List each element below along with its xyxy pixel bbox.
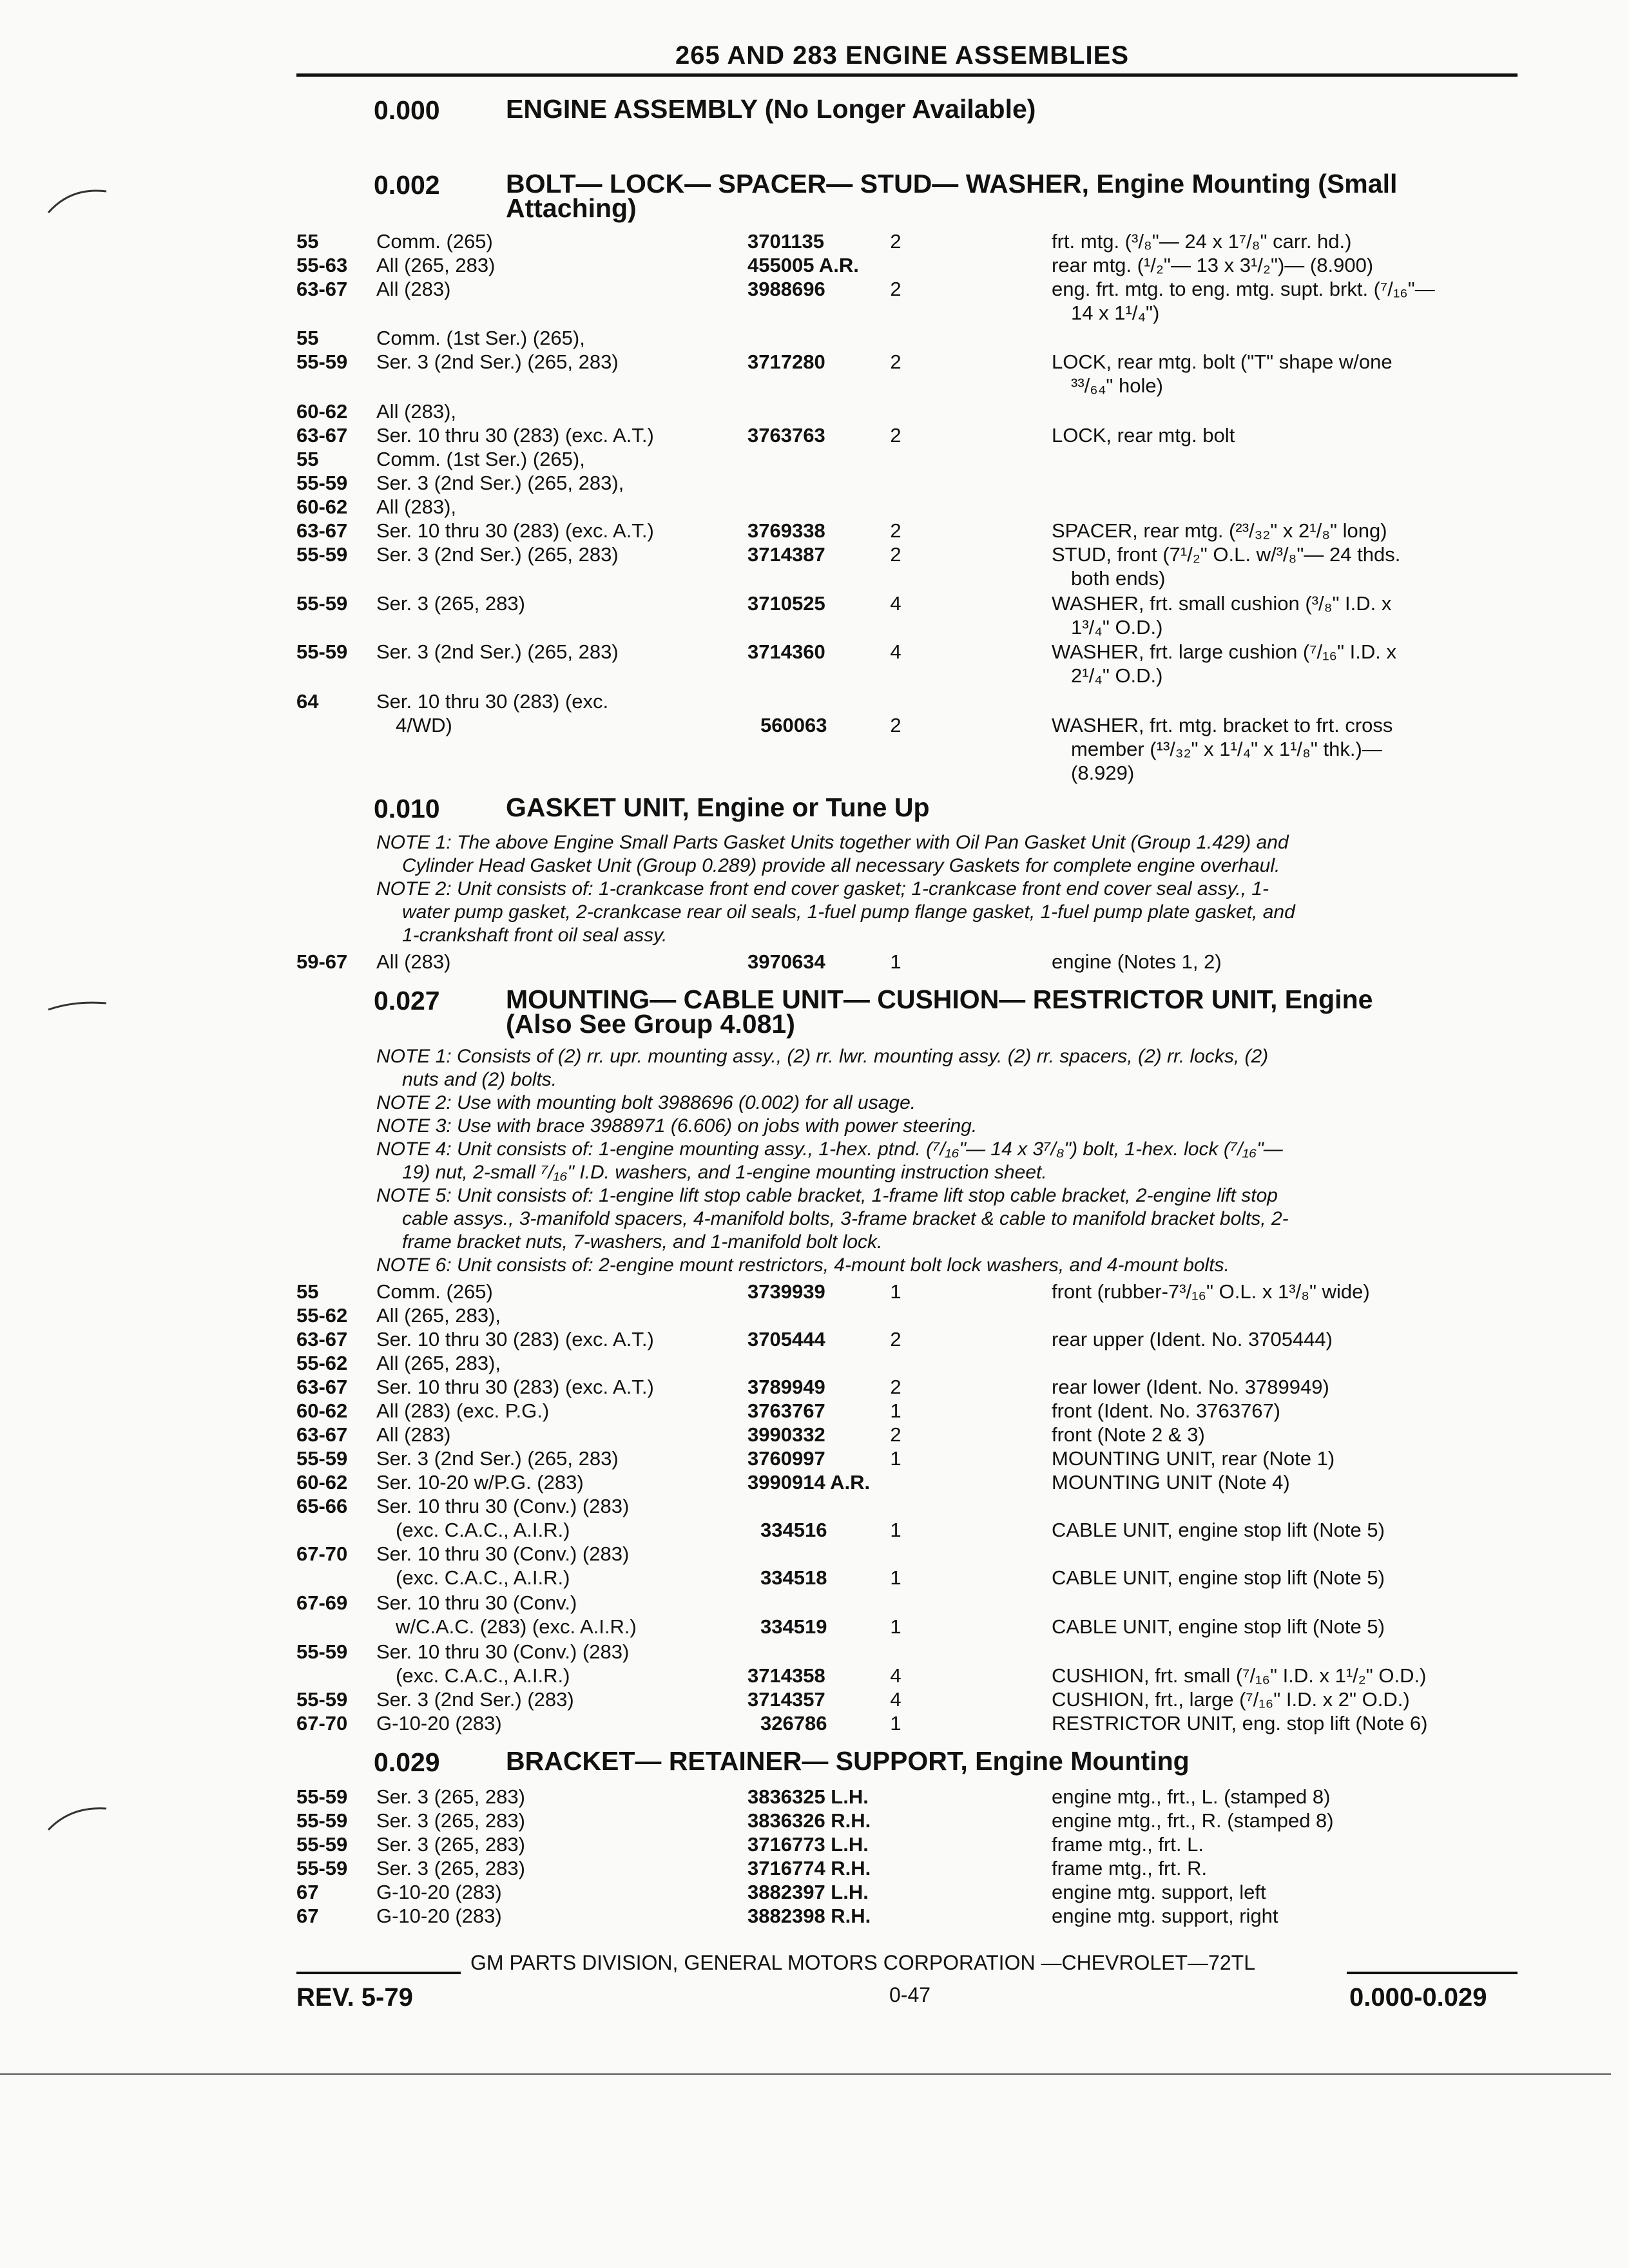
row-years: 55-59 xyxy=(296,1640,348,1663)
row-quantity: 4 xyxy=(890,592,901,615)
row-years: 60-62 xyxy=(296,495,348,518)
row-description: front (Note 2 & 3) xyxy=(1052,1423,1205,1446)
note-line: nuts and (2) bolts. xyxy=(402,1069,557,1090)
row-years: 67 xyxy=(296,1905,319,1927)
row-application: Ser. 10 thru 30 (283) (exc. A.T.) xyxy=(376,1328,654,1350)
row-application: Comm. (265) xyxy=(376,1280,493,1303)
row-part-number: 3836325 L.H. xyxy=(747,1785,869,1808)
row-description: CABLE UNIT, engine stop lift (Note 5) xyxy=(1052,1519,1385,1541)
footer-range: 0.000-0.029 xyxy=(1349,1983,1487,2012)
row-application: All (283) xyxy=(376,1423,451,1446)
note-line: NOTE 2: Use with mounting bolt 3988696 (0.002) for all usage. xyxy=(376,1092,916,1113)
section-title-line: (Also See Group 4.081) xyxy=(506,1009,795,1039)
note-line: NOTE 1: The above Engine Small Parts Gasket Units together with Oil Pan Gasket Unit (Group 1.429) and xyxy=(376,832,1289,853)
row-application: Ser. 3 (2nd Ser.) (265, 283) xyxy=(376,543,619,566)
row-part-number: 3717280 xyxy=(747,351,825,373)
row-application: Ser. 10 thru 30 (Conv.) (283) xyxy=(376,1640,630,1663)
row-years: 55-59 xyxy=(296,543,348,566)
row-quantity: 2 xyxy=(890,543,901,566)
row-part-number: 326786 xyxy=(760,1712,827,1735)
row-application: Ser. 10 thru 30 (Conv.) xyxy=(376,1591,577,1614)
note-line: cable assys., 3-manifold spacers, 4-manifold bolts, 3-frame bracket & cable to manifold bracket bolts, 2- xyxy=(402,1208,1289,1229)
row-application: Ser. 10 thru 30 (283) (exc. A.T.) xyxy=(376,424,654,447)
note-line: NOTE 4: Unit consists of: 1-engine mounting assy., 1-hex. ptnd. (⁷/₁₆"— 14 x 3⁷/₈") bolt, 1-hex. lock (⁷/₁₆"— xyxy=(376,1139,1283,1160)
row-quantity: 2 xyxy=(890,230,901,253)
row-years: 55-59 xyxy=(296,640,348,663)
row-application: All (265, 283) xyxy=(376,254,496,276)
row-years: 55-59 xyxy=(296,1833,348,1856)
row-description: rear upper (Ident. No. 3705444) xyxy=(1052,1328,1333,1350)
row-description-cont: ³³/₆₄" hole) xyxy=(1071,374,1163,397)
row-quantity: 2 xyxy=(890,424,901,447)
row-application: Ser. 10-20 w/P.G. (283) xyxy=(376,1471,584,1494)
row-years: 55-59 xyxy=(296,472,348,494)
row-quantity: 1 xyxy=(890,1399,901,1422)
section-title: GASKET UNIT, Engine or Tune Up xyxy=(506,793,930,822)
row-application: Comm. (1st Ser.) (265), xyxy=(376,327,585,349)
row-description: MOUNTING UNIT, rear (Note 1) xyxy=(1052,1447,1335,1470)
row-part-number: 3714360 xyxy=(747,640,825,663)
row-part-number: 334516 xyxy=(760,1519,827,1541)
note-line: NOTE 5: Unit consists of: 1-engine lift stop cable bracket, 1-frame lift stop cable bracket, 2-engine lift stop xyxy=(376,1185,1278,1206)
row-years: 63-67 xyxy=(296,424,348,447)
row-application: All (265, 283), xyxy=(376,1352,501,1374)
row-description: MOUNTING UNIT (Note 4) xyxy=(1052,1471,1290,1494)
row-quantity: 2 xyxy=(890,519,901,542)
row-description-cont: 1³/₄" O.D.) xyxy=(1071,616,1163,639)
row-description-cont: member (¹³/₃₂" x 1¹/₄" x 1¹/₈" thk.)— xyxy=(1071,738,1382,760)
row-description: rear lower (Ident. No. 3789949) xyxy=(1052,1376,1329,1398)
header-rule xyxy=(296,73,1518,77)
row-quantity: 2 xyxy=(890,714,901,736)
row-part-number: 3836326 R.H. xyxy=(747,1809,871,1832)
row-years: 63-67 xyxy=(296,1376,348,1398)
row-application: All (283), xyxy=(376,495,457,518)
row-years: 65-66 xyxy=(296,1495,348,1517)
note-line: Cylinder Head Gasket Unit (Group 0.289) provide all necessary Gaskets for complete engine overhaul. xyxy=(402,855,1280,876)
row-application-cont: w/C.A.C. (283) (exc. A.I.R.) xyxy=(396,1615,637,1638)
row-description: WASHER, frt. mtg. bracket to frt. cross xyxy=(1052,714,1393,736)
row-application: Ser. 10 thru 30 (283) (exc. A.T.) xyxy=(376,1376,654,1398)
row-years: 55-62 xyxy=(296,1304,348,1327)
row-part-number: 3988696 xyxy=(747,278,825,300)
note-line: frame bracket nuts, 7-washers, and 1-manifold bolt lock. xyxy=(402,1231,883,1253)
note-line: NOTE 1: Consists of (2) rr. upr. mounting assy., (2) rr. lwr. mounting assy. (2) rr. spacers, (2) rr. locks, (2) xyxy=(376,1046,1269,1067)
row-part-number: 3769338 xyxy=(747,519,825,542)
row-years: 67-70 xyxy=(296,1542,348,1565)
row-part-number: 3714357 xyxy=(747,1688,825,1711)
row-quantity: 1 xyxy=(890,1447,901,1470)
row-application: Ser. 3 (265, 283) xyxy=(376,1857,525,1879)
note-line: water pump gasket, 2-crankcase rear oil seals, 1-fuel pump flange gasket, 1-fuel pump plate gasket, and xyxy=(402,901,1295,923)
row-description-cont: 14 x 1¹/₄") xyxy=(1071,302,1160,324)
row-years: 55-59 xyxy=(296,592,348,615)
row-years: 63-67 xyxy=(296,278,348,300)
row-part-number: 3739939 xyxy=(747,1280,825,1303)
row-part-number: 3710525 xyxy=(747,592,825,615)
row-application: Ser. 3 (265, 283) xyxy=(376,592,525,615)
row-application: Ser. 3 (265, 283) xyxy=(376,1785,525,1808)
row-years: 55-63 xyxy=(296,254,348,276)
section-number: 0.029 xyxy=(374,1747,440,1777)
row-application: Ser. 3 (2nd Ser.) (283) xyxy=(376,1688,574,1711)
row-application: All (283) (exc. P.G.) xyxy=(376,1399,550,1422)
row-application: Comm. (265) xyxy=(376,230,493,253)
note-line: NOTE 6: Unit consists of: 2-engine mount restrictors, 4-mount bolt lock washers, and 4-mount bolts. xyxy=(376,1254,1229,1276)
row-description: SPACER, rear mtg. (²³/₃₂" x 2¹/₈" long) xyxy=(1052,519,1387,542)
row-quantity: 4 xyxy=(890,640,901,663)
footer-division: GM PARTS DIVISION, GENERAL MOTORS CORPORATION —CHEVROLET—72TL xyxy=(470,1951,1255,1974)
row-application-cont: (exc. C.A.C., A.I.R.) xyxy=(396,1664,570,1687)
row-description: rear mtg. (¹/₂"— 13 x 3¹/₂")— (8.900) xyxy=(1052,254,1374,276)
section-title: ENGINE ASSEMBLY (No Longer Available) xyxy=(506,94,1036,124)
row-application: Ser. 10 thru 30 (283) (exc. xyxy=(376,690,609,713)
row-years: 55-59 xyxy=(296,1809,348,1832)
row-application-cont: (exc. C.A.C., A.I.R.) xyxy=(396,1566,570,1589)
row-application: Comm. (1st Ser.) (265), xyxy=(376,448,585,470)
row-years: 55 xyxy=(296,327,319,349)
row-part-number: 3714358 xyxy=(747,1664,825,1687)
row-part-number: 3970634 xyxy=(747,950,825,973)
row-description: front (rubber-7³/₁₆" O.L. x 1³/₈" wide) xyxy=(1052,1280,1370,1303)
row-quantity: 1 xyxy=(890,1519,901,1541)
row-years: 60-62 xyxy=(296,400,348,423)
row-quantity: 1 xyxy=(890,1615,901,1638)
row-part-number: 3705444 xyxy=(747,1328,825,1350)
row-part-number: 3763763 xyxy=(747,424,825,447)
row-part-number: 3760997 xyxy=(747,1447,825,1470)
row-years: 55-59 xyxy=(296,1688,348,1711)
row-years: 55-62 xyxy=(296,1352,348,1374)
row-years: 67-69 xyxy=(296,1591,348,1614)
row-quantity: 1 xyxy=(890,1280,901,1303)
row-description: eng. frt. mtg. to eng. mtg. supt. brkt. (⁷/₁₆"— xyxy=(1052,278,1435,300)
row-part-number: 3716773 L.H. xyxy=(747,1833,869,1856)
row-years: 63-67 xyxy=(296,1328,348,1350)
row-quantity: 4 xyxy=(890,1664,901,1687)
row-application: Ser. 3 (2nd Ser.) (265, 283) xyxy=(376,1447,619,1470)
row-application: Ser. 3 (265, 283) xyxy=(376,1833,525,1856)
row-application: G-10-20 (283) xyxy=(376,1905,502,1927)
row-description: STUD, front (7¹/₂" O.L. w/³/₈"— 24 thds. xyxy=(1052,543,1401,566)
row-years: 55 xyxy=(296,1280,319,1303)
row-description: LOCK, rear mtg. bolt xyxy=(1052,424,1235,447)
section-title xyxy=(506,169,1398,223)
row-description: frt. mtg. (³/₈"— 24 x 1⁷/₈" carr. hd.) xyxy=(1052,230,1352,253)
section-number: 0.010 xyxy=(374,794,440,823)
note-line: NOTE 3: Use with brace 3988971 (6.606) on jobs with power steering. xyxy=(376,1115,978,1137)
row-quantity: 2 xyxy=(890,1423,901,1446)
row-quantity: 2 xyxy=(890,278,901,300)
row-description: engine (Notes 1, 2) xyxy=(1052,950,1222,973)
row-years: 64 xyxy=(296,690,319,713)
row-description: engine mtg., frt., L. (stamped 8) xyxy=(1052,1785,1331,1808)
row-application: Ser. 10 thru 30 (Conv.) (283) xyxy=(376,1542,630,1565)
row-part-number: 560063 xyxy=(760,714,827,736)
row-application: G-10-20 (283) xyxy=(376,1881,502,1903)
binder-mark xyxy=(45,184,110,216)
row-years: 55-59 xyxy=(296,1857,348,1879)
row-years: 63-67 xyxy=(296,519,348,542)
row-description: CUSHION, frt. small (⁷/₁₆" I.D. x 1¹/₂" O.D.) xyxy=(1052,1664,1427,1687)
row-quantity: 2 xyxy=(890,1328,901,1350)
row-years: 59-67 xyxy=(296,950,348,973)
row-years: 55-59 xyxy=(296,1447,348,1470)
row-description-cont: both ends) xyxy=(1071,567,1166,590)
footer-rule-left xyxy=(296,1972,461,1974)
row-application: Ser. 3 (2nd Ser.) (265, 283) xyxy=(376,640,619,663)
row-application: Ser. 10 thru 30 (Conv.) (283) xyxy=(376,1495,630,1517)
row-description: CABLE UNIT, engine stop lift (Note 5) xyxy=(1052,1615,1385,1638)
row-part-number: 3714387 xyxy=(747,543,825,566)
row-years: 67-70 xyxy=(296,1712,348,1735)
row-part-number: 334519 xyxy=(760,1615,827,1638)
row-application: G-10-20 (283) xyxy=(376,1712,502,1735)
row-part-number: 455005 A.R. xyxy=(747,254,859,276)
row-years: 60-62 xyxy=(296,1471,348,1494)
row-part-number: 3882397 L.H. xyxy=(747,1881,869,1903)
row-description: WASHER, frt. large cushion (⁷/₁₆" I.D. x xyxy=(1052,640,1396,663)
section-number: 0.000 xyxy=(374,95,440,125)
row-quantity: 2 xyxy=(890,1376,901,1398)
row-description: RESTRICTOR UNIT, eng. stop lift (Note 6) xyxy=(1052,1712,1428,1735)
row-part-number: 3990332 xyxy=(747,1423,825,1446)
row-years: 55-59 xyxy=(296,1785,348,1808)
note-line: 1-crankshaft front oil seal assy. xyxy=(402,925,668,946)
section-title-line: MOUNTING— CABLE UNIT— CUSHION— RESTRICTOR UNIT, Engine xyxy=(506,985,1373,1014)
row-description: frame mtg., frt. L. xyxy=(1052,1833,1204,1856)
row-application: All (283) xyxy=(376,950,451,973)
row-years: 55-59 xyxy=(296,351,348,373)
note-line: NOTE 2: Unit consists of: 1-crankcase front end cover gasket; 1-crankcase front end cover seal assy., 1- xyxy=(376,878,1269,899)
row-application: All (283) xyxy=(376,278,451,300)
row-quantity: 2 xyxy=(890,351,901,373)
row-application: Ser. 3 (2nd Ser.) (265, 283) xyxy=(376,351,619,373)
row-quantity: 1 xyxy=(890,1566,901,1589)
row-description: engine mtg. support, right xyxy=(1052,1905,1278,1927)
section-title: BRACKET— RETAINER— SUPPORT, Engine Mounting xyxy=(506,1746,1190,1776)
row-description-cont: (8.929) xyxy=(1071,762,1135,784)
page-bottom-line xyxy=(0,2073,1611,2075)
row-part-number: 3882398 R.H. xyxy=(747,1905,871,1927)
footer-page-number: 0-47 xyxy=(889,1983,931,2006)
footer-revision: REV. 5-79 xyxy=(296,1983,413,2012)
row-application-cont: (exc. C.A.C., A.I.R.) xyxy=(396,1519,570,1541)
section-number: 0.027 xyxy=(374,986,440,1015)
row-years: 60-62 xyxy=(296,1399,348,1422)
section-title-line: Attaching) xyxy=(506,193,637,223)
section-number: 0.002 xyxy=(374,170,440,200)
row-description: engine mtg., frt., R. (stamped 8) xyxy=(1052,1809,1334,1832)
row-years: 55 xyxy=(296,448,319,470)
row-part-number: 3763767 xyxy=(747,1399,825,1422)
row-application: Ser. 3 (2nd Ser.) (265, 283), xyxy=(376,472,624,494)
row-description: CUSHION, frt., large (⁷/₁₆" I.D. x 2" O.D.) xyxy=(1052,1688,1410,1711)
row-application: All (283), xyxy=(376,400,457,423)
row-part-number: 3716774 R.H. xyxy=(747,1857,871,1879)
row-description: CABLE UNIT, engine stop lift (Note 5) xyxy=(1052,1566,1385,1589)
row-description: LOCK, rear mtg. bolt ("T" shape w/one xyxy=(1052,351,1393,373)
page-header-title: 265 AND 283 ENGINE ASSEMBLIES xyxy=(675,41,1130,70)
row-description: front (Ident. No. 3763767) xyxy=(1052,1399,1281,1422)
row-years: 67 xyxy=(296,1881,319,1903)
row-description-cont: 2¹/₄" O.D.) xyxy=(1071,664,1163,687)
row-application: Ser. 10 thru 30 (283) (exc. A.T.) xyxy=(376,519,654,542)
section-title-line: BOLT— LOCK— SPACER— STUD— WASHER, Engine Mounting (Small xyxy=(506,169,1398,198)
footer-rule-right xyxy=(1347,1972,1518,1974)
row-quantity: 4 xyxy=(890,1688,901,1711)
row-part-number: 3789949 xyxy=(747,1376,825,1398)
row-years: 63-67 xyxy=(296,1423,348,1446)
row-description: WASHER, frt. small cushion (³/₈" I.D. x xyxy=(1052,592,1392,615)
section-title xyxy=(506,985,1373,1039)
binder-mark xyxy=(45,1801,110,1833)
row-application: Ser. 3 (265, 283) xyxy=(376,1809,525,1832)
row-application: All (265, 283), xyxy=(376,1304,501,1327)
row-part-number: 334518 xyxy=(760,1566,827,1589)
row-quantity: 1 xyxy=(890,950,901,973)
row-description: engine mtg. support, left xyxy=(1052,1881,1266,1903)
row-part-number: 3701135 xyxy=(747,230,824,253)
binder-mark xyxy=(45,995,110,1015)
row-application-cont: 4/WD) xyxy=(396,714,452,736)
note-line: 19) nut, 2-small ⁷/₁₆" I.D. washers, and 1-engine mounting instruction sheet. xyxy=(402,1162,1047,1183)
row-quantity: 1 xyxy=(890,1712,901,1735)
row-part-number: 3990914 A.R. xyxy=(747,1471,871,1494)
row-description: frame mtg., frt. R. xyxy=(1052,1857,1208,1879)
row-years: 55 xyxy=(296,230,319,253)
